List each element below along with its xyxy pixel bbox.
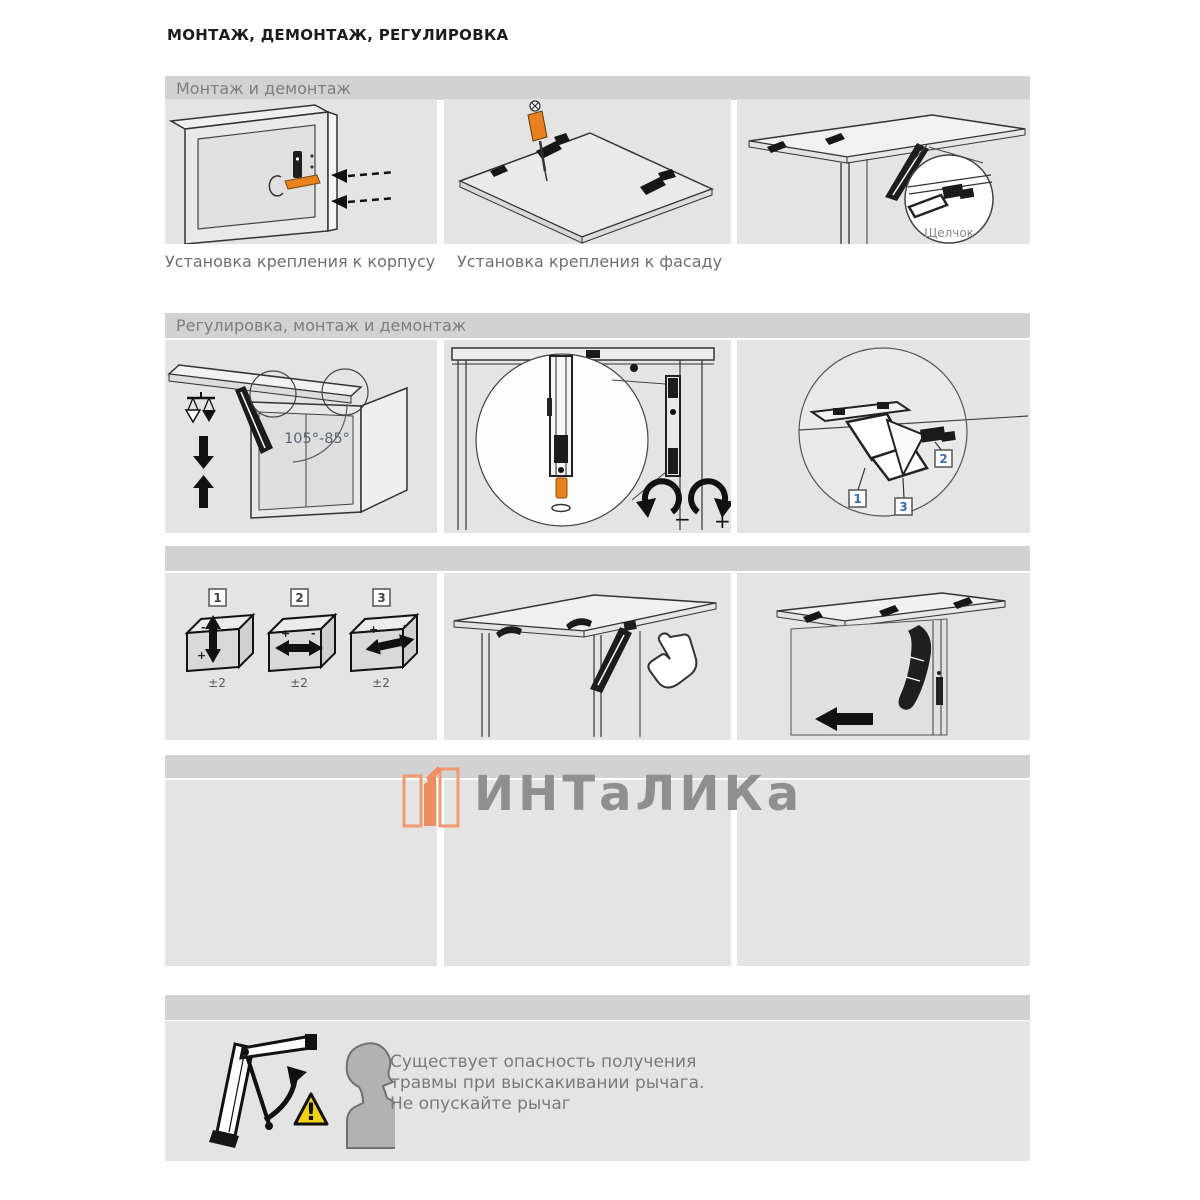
- pointing-hand-icon: [648, 633, 696, 687]
- force-adjust-illustration: [444, 340, 731, 533]
- warning-triangle-icon: [295, 1094, 327, 1126]
- svg-text:±2: ±2: [372, 676, 390, 690]
- cube-1-vertical: [187, 589, 253, 690]
- hinge-callout-illustration: [737, 340, 1030, 533]
- svg-text:+: +: [281, 627, 291, 640]
- page-title: МОНТАЖ, ДЕМОНТАЖ, РЕГУЛИРОВКА: [167, 26, 509, 44]
- angle-label: 105°-85°: [284, 431, 350, 447]
- panel-mount-click: [737, 99, 1030, 244]
- rotate-plus-icon: [691, 481, 731, 533]
- caption-mount-body: Установка крепления к корпусу: [165, 252, 436, 271]
- cabinet-drawing: [251, 388, 407, 518]
- svg-text:3: 3: [899, 500, 908, 514]
- magnifier-detail: [905, 155, 993, 243]
- rotate-minus-icon: [636, 481, 691, 531]
- intalika-logo-icon: [402, 762, 460, 828]
- remove-arm-illustration: [737, 573, 1030, 740]
- section-header-mount-label: Монтаж и демонтаж: [176, 78, 351, 98]
- cube-3-depth: [351, 589, 417, 690]
- panel-release-press: [444, 573, 731, 740]
- angle-range-illustration: [165, 340, 437, 533]
- click-on-illustration: [737, 99, 1030, 244]
- warning-illustration: [205, 1032, 395, 1158]
- panel-mount-body: [165, 99, 437, 244]
- svg-text:-: -: [403, 619, 408, 632]
- click-label: Щелчок: [924, 226, 974, 240]
- warning-line-3: Не опускайте рычаг: [390, 1094, 571, 1114]
- section-header-mount: [165, 76, 1030, 100]
- section-header-adjust-label: Регулировка, монтаж и демонтаж: [176, 316, 467, 335]
- facade-board: [460, 133, 712, 243]
- empty-panel-1: [165, 780, 437, 966]
- svg-text:±2: ±2: [290, 676, 308, 690]
- facade-fitting-illustration: [444, 99, 731, 244]
- panel-adjust-force: [444, 340, 731, 533]
- warning-line-1: Существует опасность получения: [390, 1052, 697, 1072]
- svg-text:+: +: [369, 623, 379, 636]
- svg-text:-: -: [311, 627, 316, 640]
- panel-adjust-angle: [165, 340, 437, 533]
- press-release-illustration: [444, 573, 731, 740]
- cabinet-drawing: [171, 105, 337, 244]
- svg-text:!: !: [305, 1098, 317, 1126]
- panel-tolerance-cubes: [165, 573, 437, 740]
- cube-2-horizontal: [269, 589, 335, 690]
- callout-2: [935, 450, 952, 467]
- svg-text:1: 1: [853, 492, 862, 506]
- svg-text:2: 2: [939, 452, 948, 466]
- callout-1: [849, 490, 866, 507]
- warning-text: [390, 1052, 704, 1115]
- person-silhouette: [347, 1043, 395, 1148]
- svg-text:±2: ±2: [208, 676, 226, 690]
- telescopic-arm: [547, 356, 572, 476]
- svg-text:3: 3: [377, 591, 386, 605]
- screw-icon: [331, 169, 395, 209]
- plus-label: +: [714, 509, 731, 533]
- svg-text:2: 2: [295, 591, 304, 605]
- svg-text:+: +: [197, 649, 207, 662]
- watermark-logo: [402, 762, 803, 828]
- panel-mount-front: [444, 99, 731, 244]
- warning-line-2: травмы при выскакивании рычага.: [390, 1073, 705, 1093]
- section-header-adjust: [165, 313, 1030, 338]
- divider-bar-1: [165, 546, 1030, 571]
- panel-adjust-callouts: [737, 340, 1030, 533]
- divider-bar-3: [165, 995, 1030, 1020]
- watermark-text: ИНТаЛИКа: [474, 766, 804, 822]
- tolerance-cubes-illustration: [165, 573, 437, 740]
- scales-icon: [186, 392, 216, 422]
- cabinet-bracket-illustration: [165, 99, 437, 244]
- panel-remove-arm: [737, 573, 1030, 740]
- spring-arm-device: [209, 1034, 317, 1148]
- svg-text:-: -: [201, 621, 206, 634]
- minus-label: −: [674, 507, 691, 531]
- caption-mount-front: Установка крепления к фасаду: [457, 252, 723, 271]
- svg-text:1: 1: [213, 591, 222, 605]
- callout-3: [895, 498, 912, 515]
- compress-arrows-icon: [193, 436, 214, 508]
